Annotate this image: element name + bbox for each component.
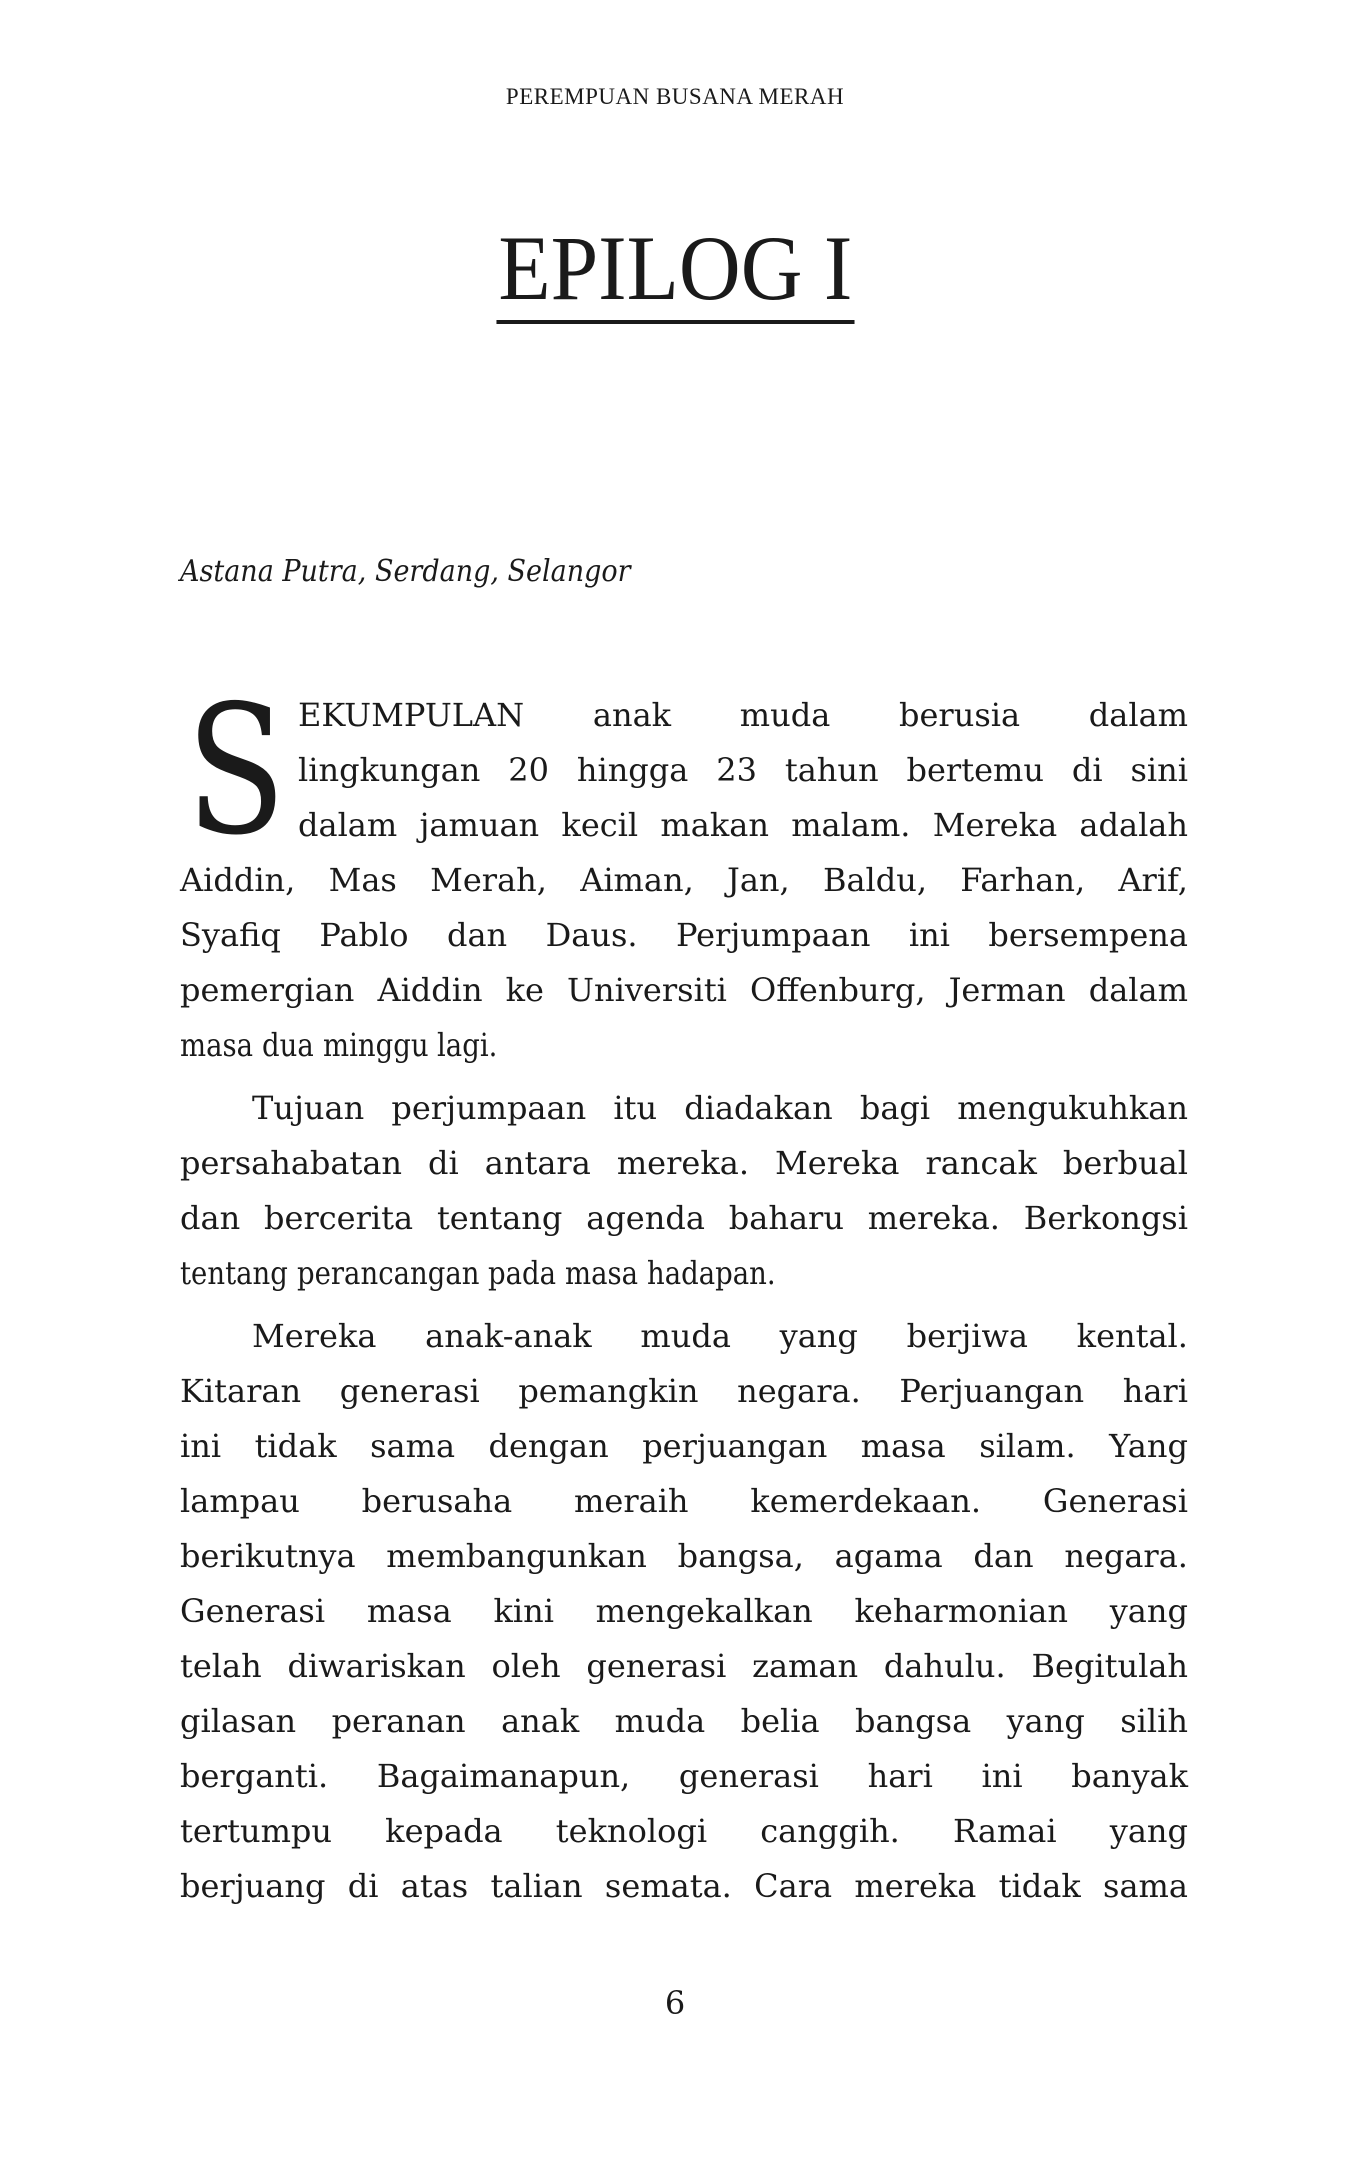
- word: berjiwa: [906, 1317, 1028, 1355]
- word: pemergian: [180, 971, 355, 1009]
- word: masa: [860, 1427, 946, 1465]
- word: 20: [508, 751, 549, 789]
- word: Baldu,: [822, 861, 928, 899]
- word: yang: [1006, 1702, 1085, 1740]
- word: negara.: [1064, 1537, 1188, 1575]
- word: lingkungan: [298, 751, 481, 789]
- text-line: [180, 853, 1188, 908]
- word: bercerita: [264, 1199, 414, 1237]
- word: diwariskan: [287, 1647, 466, 1685]
- word: berjuang: [180, 1867, 326, 1905]
- word: dua: [261, 1026, 314, 1064]
- word: Arif,: [1118, 861, 1188, 899]
- word: Pablo: [319, 916, 409, 954]
- text-line: [180, 1081, 1188, 1136]
- word: berbual: [1062, 1144, 1188, 1182]
- word: muda: [640, 1317, 731, 1355]
- word: tidak: [998, 1867, 1081, 1905]
- word: tentang: [436, 1199, 563, 1237]
- word: meraih: [574, 1482, 689, 1520]
- word: 23: [716, 751, 757, 789]
- chapter-title: [0, 217, 1350, 324]
- word: dengan: [488, 1427, 609, 1465]
- word: Perjuangan: [899, 1372, 1085, 1410]
- word: Begitulah: [1031, 1647, 1188, 1685]
- word: EKUMPULAN: [298, 696, 525, 734]
- word: berikutnya: [180, 1537, 356, 1575]
- text-line: [180, 1136, 1188, 1191]
- text-line: [180, 1694, 1188, 1749]
- text-line: [180, 1749, 1188, 1804]
- word: baharu: [728, 1199, 844, 1237]
- word: kepada: [385, 1812, 503, 1850]
- word: dalam: [1088, 971, 1188, 1009]
- word: teknologi: [555, 1812, 708, 1850]
- body-text: [180, 667, 1188, 1914]
- word: ini: [908, 916, 950, 954]
- location-heading: Astana Putra, Serdang, Selangor: [180, 554, 631, 589]
- word: belia: [740, 1702, 820, 1740]
- text-line: [180, 1804, 1188, 1859]
- word: perancangan: [296, 1254, 480, 1292]
- text-line: [180, 1639, 1188, 1694]
- word: pemangkin: [518, 1372, 699, 1410]
- word: oleh: [491, 1647, 561, 1685]
- word: telah: [180, 1647, 262, 1685]
- word: Aiddin: [377, 971, 483, 1009]
- word: yang: [1109, 1592, 1188, 1630]
- word: dalam: [298, 806, 398, 844]
- page-number: 6: [664, 1984, 686, 2022]
- text-line: [180, 1191, 1188, 1246]
- word: negara.: [737, 1372, 861, 1410]
- word: persahabatan: [180, 1144, 403, 1182]
- word: itu: [613, 1089, 658, 1127]
- word: mengekalkan: [595, 1592, 813, 1630]
- word: generasi: [678, 1757, 819, 1795]
- word: semata.: [604, 1867, 732, 1905]
- word: Mereka: [775, 1144, 900, 1182]
- word: anak: [501, 1702, 580, 1740]
- word: Tujuan: [252, 1089, 365, 1127]
- word: adalah: [1079, 806, 1188, 844]
- word: makan: [660, 806, 769, 844]
- word: antara: [484, 1144, 591, 1182]
- word: silih: [1120, 1702, 1188, 1740]
- word: bagi: [859, 1089, 931, 1127]
- text-line: [180, 1859, 1188, 1914]
- word: diadakan: [684, 1089, 833, 1127]
- word: perjuangan: [642, 1427, 828, 1465]
- word: mereka.: [616, 1144, 749, 1182]
- word: berusia: [898, 696, 1021, 734]
- word: yang: [1109, 1812, 1188, 1850]
- word: dan: [973, 1537, 1034, 1575]
- word: Universiti: [567, 971, 727, 1009]
- word: Mereka: [932, 806, 1058, 844]
- word: bertemu: [906, 751, 1044, 789]
- word: membangunkan: [386, 1537, 647, 1575]
- word: agama: [834, 1537, 943, 1575]
- word: Berkongsi: [1023, 1199, 1188, 1237]
- word: dahulu.: [883, 1647, 1006, 1685]
- word: Daus.: [545, 916, 638, 954]
- word: mereka: [854, 1867, 977, 1905]
- word: Mas: [328, 861, 397, 899]
- word: generasi: [586, 1647, 727, 1685]
- word: minggu: [322, 1026, 429, 1064]
- word: Jerman: [948, 971, 1066, 1009]
- word: muda: [614, 1702, 706, 1740]
- paragraph: [180, 667, 1188, 1073]
- word: anak: [592, 696, 672, 734]
- word: silam.: [979, 1427, 1076, 1465]
- word: Aiman,: [580, 861, 694, 899]
- paragraph: [180, 1081, 1188, 1301]
- word: Cara: [754, 1867, 833, 1905]
- word: perjumpaan: [391, 1089, 587, 1127]
- text-line: [180, 908, 1188, 963]
- word: berusaha: [361, 1482, 513, 1520]
- word: bangsa,: [677, 1537, 804, 1575]
- text-line: [180, 1309, 1188, 1364]
- drop-cap: S: [186, 667, 287, 874]
- word: Generasi: [1042, 1482, 1188, 1520]
- word: di: [347, 1867, 379, 1905]
- word: atas: [400, 1867, 469, 1905]
- paragraph: [180, 1309, 1188, 1914]
- word: agenda: [586, 1199, 705, 1237]
- text-line: [180, 798, 1188, 853]
- word: kental.: [1076, 1317, 1188, 1355]
- word: berganti.: [180, 1757, 329, 1795]
- word: generasi: [339, 1372, 480, 1410]
- word: masa: [180, 1026, 254, 1064]
- word: kemerdekaan.: [750, 1482, 982, 1520]
- word: tahun: [784, 751, 879, 789]
- word: Syafiq: [180, 916, 281, 954]
- word: Aiddin,: [180, 861, 296, 899]
- word: hadapan.: [647, 1254, 776, 1292]
- word: banyak: [1071, 1757, 1188, 1795]
- word: lagi.: [437, 1026, 498, 1064]
- word: kini: [493, 1592, 554, 1630]
- word: kecil: [561, 806, 639, 844]
- word: ke: [505, 971, 544, 1009]
- word: gilasan: [180, 1702, 297, 1740]
- text-line: [180, 1018, 1188, 1073]
- word: dan: [446, 916, 508, 954]
- word: lampau: [180, 1482, 300, 1520]
- word: keharmonian: [854, 1592, 1068, 1630]
- word: masa: [565, 1254, 639, 1292]
- word: hari: [1122, 1372, 1188, 1410]
- word: yang: [779, 1317, 858, 1355]
- text-line: [180, 1246, 1188, 1301]
- word: dalam: [1088, 696, 1188, 734]
- word: masa: [366, 1592, 452, 1630]
- text-line: [180, 1364, 1188, 1419]
- word: bersempena: [988, 916, 1188, 954]
- word: Kitaran: [180, 1372, 302, 1410]
- word: Perjumpaan: [675, 916, 871, 954]
- word: tentang: [180, 1254, 288, 1292]
- word: di: [1071, 751, 1103, 789]
- word: malam.: [791, 806, 911, 844]
- text-line: [180, 1474, 1188, 1529]
- chapter-title-text: EPILOG I: [496, 222, 854, 324]
- word: di: [428, 1144, 459, 1182]
- word: dan: [180, 1199, 241, 1237]
- word: Yang: [1109, 1427, 1188, 1465]
- word: Merah,: [430, 861, 547, 899]
- word: ini: [180, 1427, 222, 1465]
- word: mengukuhkan: [957, 1089, 1188, 1127]
- word: ini: [981, 1757, 1023, 1795]
- word: Mereka: [252, 1317, 377, 1355]
- text-line: [180, 743, 1188, 798]
- word: pada: [488, 1254, 557, 1292]
- word: rancak: [925, 1144, 1037, 1182]
- word: mereka.: [867, 1199, 1000, 1237]
- word: sama: [370, 1427, 456, 1465]
- word: hari: [867, 1757, 933, 1795]
- word: bangsa: [854, 1702, 972, 1740]
- word: Generasi: [180, 1592, 326, 1630]
- word: Offenburg,: [749, 971, 926, 1009]
- word: sini: [1130, 751, 1188, 789]
- text-line: [180, 963, 1188, 1018]
- word: muda: [739, 696, 831, 734]
- word: Farhan,: [960, 861, 1086, 899]
- word: sama: [1103, 1867, 1188, 1905]
- word: Bagaimanapun,: [376, 1757, 631, 1795]
- text-line: [180, 1529, 1188, 1584]
- word: zaman: [752, 1647, 859, 1685]
- word: talian: [490, 1867, 583, 1905]
- running-head: PEREMPUAN BUSANA MERAH: [505, 84, 845, 109]
- text-line: [180, 688, 1188, 743]
- text-line: [180, 1584, 1188, 1639]
- word: canggih.: [760, 1812, 900, 1850]
- word: Ramai: [953, 1812, 1057, 1850]
- word: jamuan: [419, 806, 540, 844]
- word: tertumpu: [180, 1812, 332, 1850]
- word: peranan: [331, 1702, 466, 1740]
- word: Jan,: [727, 861, 790, 899]
- word: tidak: [254, 1427, 337, 1465]
- word: hingga: [576, 751, 689, 789]
- text-line: [180, 1419, 1188, 1474]
- word: anak-anak: [425, 1317, 592, 1355]
